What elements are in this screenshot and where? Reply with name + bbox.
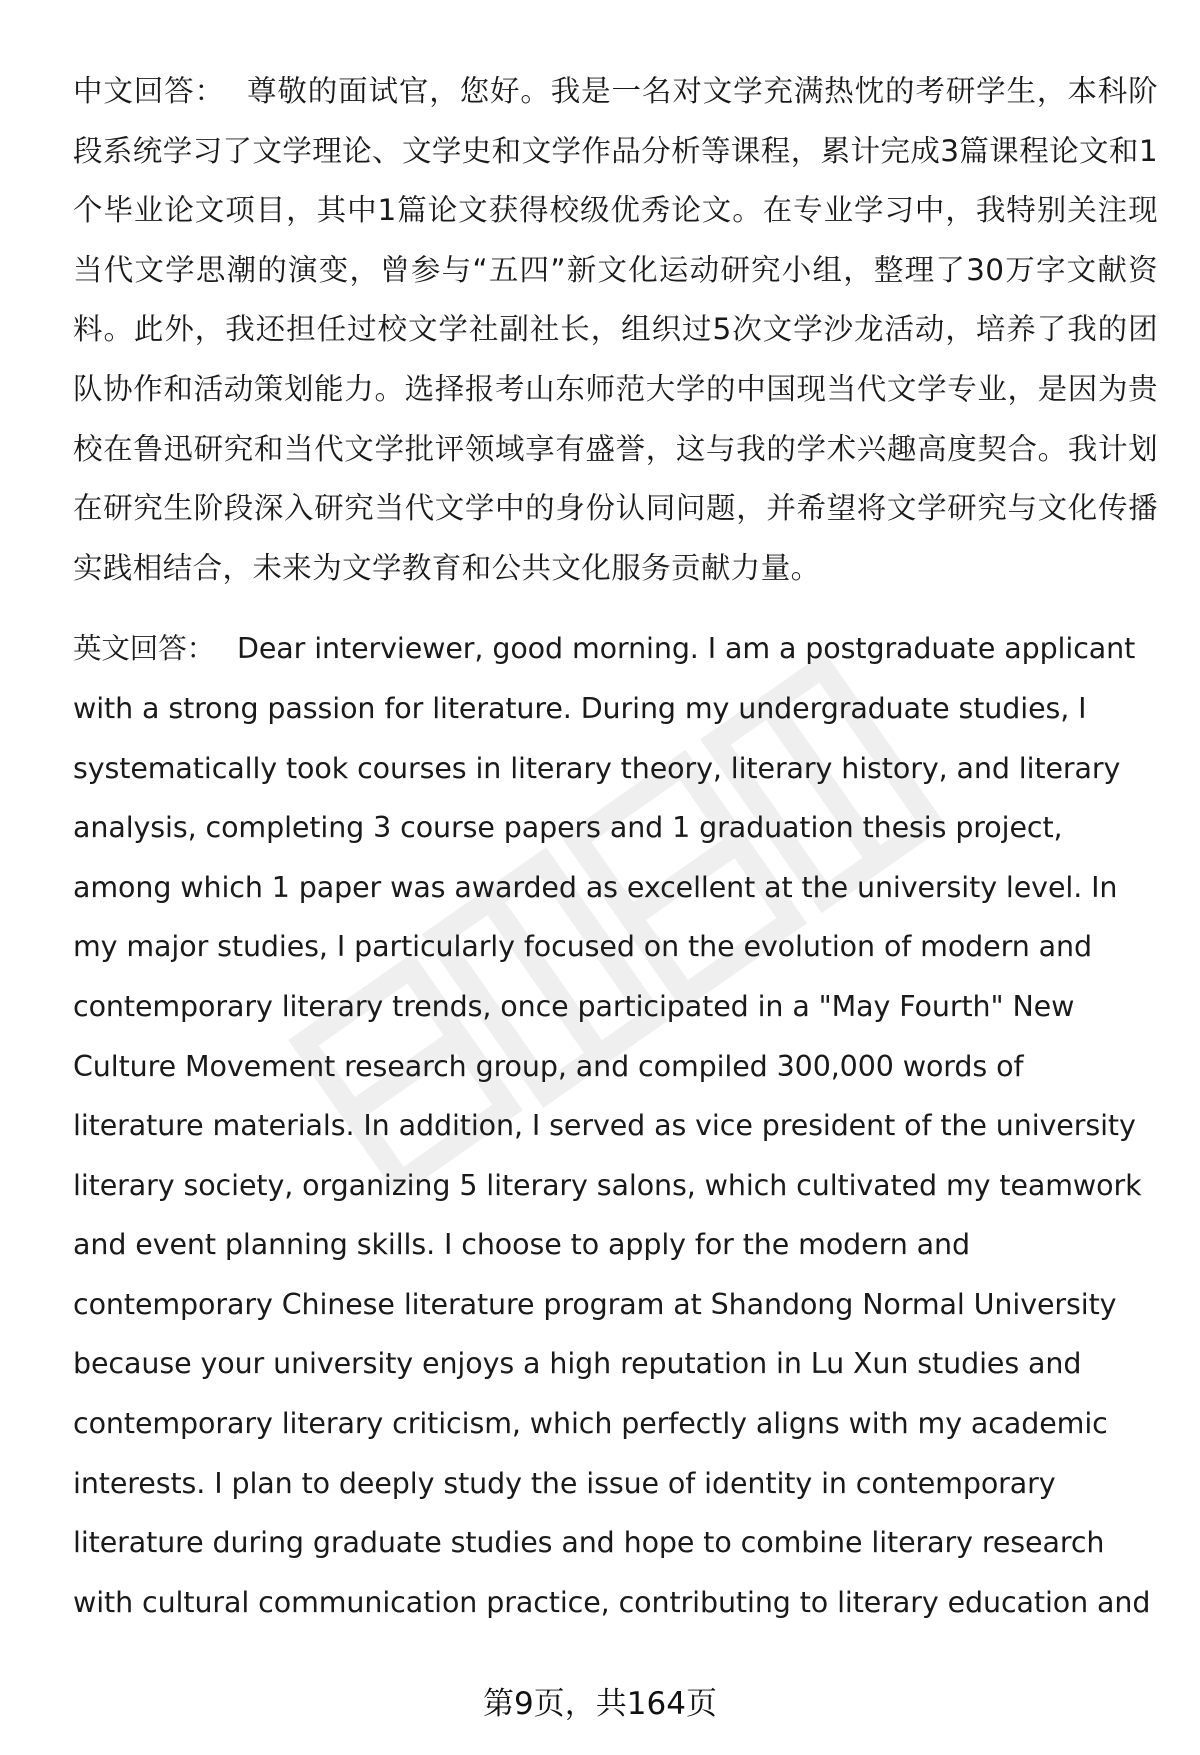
page-number-footer: 第9页，共164页: [483, 1686, 717, 1722]
english-answer-text: Dear interviewer, good morning. I am a postgraduate applicant with a strong passion for literature. During my undergraduate studies, I systematically took courses in literary theory, literary history, and literary analysis, completing 3 course papers and 1 graduation thesis project, among which 1 paper was awarded as excellent at the university level. In my major studies, I particularly focused on the evolution of modern and contemporary literary trends, once participated in a "May Fourth" New Culture Movement research group, and compiled 300,000 words of literature materials. In addition, I served as vice president of the university literary society, organizing 5 literary salons, which cultivated my teamwork and event planning skills. I choose to apply for the modern and contemporary Chinese literature program at Shandong Normal University because your university enjoys a high reputation in Lu Xun studies and contemporary literary criticism, which perfectly aligns with my academic interests. I plan to deeply study the issue of identity in contemporary literature during graduate studies and hope to combine literary research with cultural communication practice, contributing to literary education and: [73, 632, 1151, 1619]
chinese-answer-label: 中文回答：: [73, 74, 225, 108]
chinese-answer-text: 尊敬的面试官，您好。我是一名对文学充满热忱的考研学生，本科阶段系统学习了文学理论、文学史和文学作品分析等课程，累计完成3篇课程论文和1个毕业论文项目，其中1篇论文获得校级优秀论文。在专业学习中，我特别关注现当代文学思潮的演变，曾参与“五四”新文化运动研究小组，整理了30万字文献资料。此外，我还担任过校文学社副社长，组织过5次文学沙龙活动，培养了我的团队协作和活动策划能力。选择报考山东师范大学的中国现当代文学专业，是因为贵校在鲁迅研究和当代文学批评领域享有盛誉，这与我的学术兴趣高度契合。我计划在研究生阶段深入研究当代文学中的身份认同问题，并希望将文学研究与文化传播实践相结合，未来为文学教育和公共文化服务贡献力量。: [73, 74, 1158, 585]
english-answer-label: 英文回答：: [73, 632, 216, 666]
chinese-answer-paragraph: [73, 62, 1158, 598]
document-page: [73, 62, 1158, 1632]
english-answer-paragraph: [73, 619, 1158, 1632]
